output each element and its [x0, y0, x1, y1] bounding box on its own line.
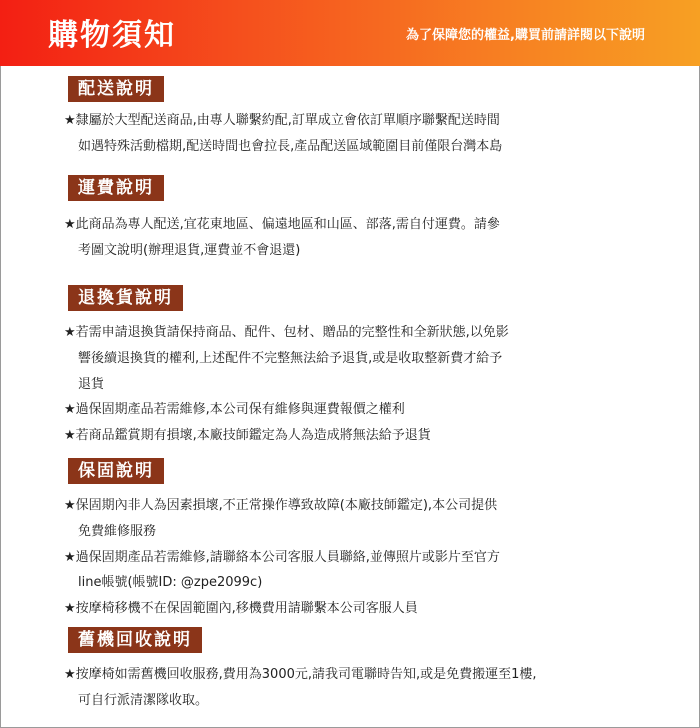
section-title-returns: 退換貨說明 [68, 285, 183, 311]
warranty-line: 免費維修服務 [78, 524, 157, 539]
warranty-line: line帳號(帳號ID: @zpe2099c) [78, 575, 263, 590]
section-title-delivery: 配送說明 [68, 76, 164, 102]
returns-line: 響後續退換貨的權利,上述配件不完整無法給予退貨,或是收取整新費才給予 [78, 351, 503, 366]
warranty-line: ★保固期內非人為因素損壞,不正常操作導致故障(本廠技師鑑定),本公司提供 [64, 498, 498, 513]
delivery-line: 如遇特殊活動檔期,配送時間也會拉長,產品配送區域範圍目前僅限台灣本島 [78, 139, 503, 154]
returns-line: ★若需申請退換貨請保持商品、配件、包材、贈品的完整性和全新狀態,以免影 [64, 325, 509, 340]
recycling-line: 可自行派清潔隊收取。 [78, 693, 209, 708]
warranty-line: ★按摩椅移機不在保固範圍內,移機費用請聯繫本公司客服人員 [64, 601, 418, 616]
section-title-shipping-fee: 運費說明 [68, 175, 164, 201]
recycling-line: ★按摩椅如需舊機回收服務,費用為3000元,請我司電聯時告知,或是免費搬運至1樓, [64, 667, 537, 682]
returns-line: 退貨 [78, 377, 105, 392]
returns-line: ★過保固期產品若需維修,本公司保有維修與運費報價之權利 [64, 402, 405, 417]
page-subtitle: 為了保障您的權益,購買前請詳閱以下說明 [406, 28, 645, 43]
section-title-warranty: 保固說明 [68, 458, 164, 484]
header-banner [0, 0, 700, 66]
page-title: 購物須知 [48, 18, 176, 53]
delivery-line: ★隸屬於大型配送商品,由專人聯繫約配,訂單成立會依訂單順序聯繫配送時間 [64, 113, 500, 128]
shipping-fee-line: 考圖文說明(辦理退貨,運費並不會退還) [78, 243, 301, 258]
shipping-fee-line: ★此商品為專人配送,宜花東地區、偏遠地區和山區、部落,需自付運費。請參 [64, 217, 500, 232]
returns-line: ★若商品鑑賞期有損壞,本廠技師鑑定為人為造成將無法給予退貨 [64, 428, 431, 443]
warranty-line: ★過保固期產品若需維修,請聯絡本公司客服人員聯絡,並傳照片或影片至官方 [64, 550, 500, 565]
section-title-recycling: 舊機回收說明 [68, 627, 202, 653]
